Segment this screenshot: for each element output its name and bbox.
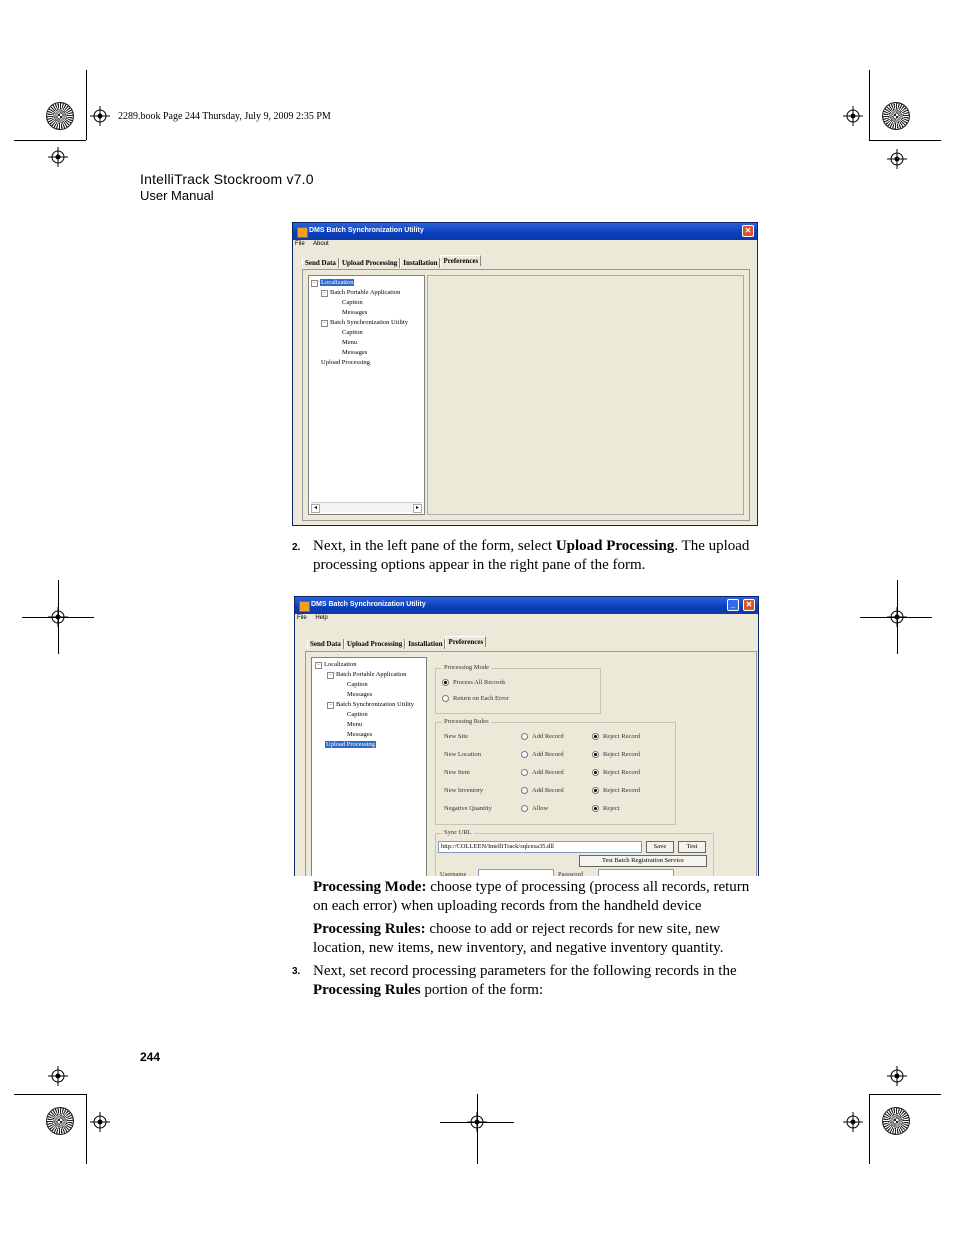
save-button[interactable]: Save xyxy=(646,841,674,853)
tab-upload-processing[interactable]: Upload Processing xyxy=(339,258,400,268)
window-title: DMS Batch Synchronization Utility xyxy=(309,227,424,234)
tree-item-messages[interactable]: Messages xyxy=(347,731,373,738)
registration-target-icon xyxy=(90,1112,110,1132)
tab-installation[interactable]: Installation xyxy=(405,639,445,649)
tree-item-caption[interactable]: Caption xyxy=(342,299,363,306)
scroll-right-icon[interactable]: ▸ xyxy=(413,504,422,513)
menu-bar xyxy=(295,241,336,247)
registration-target-icon xyxy=(843,106,863,126)
tree-item-upload-processing[interactable]: Upload Processing xyxy=(321,359,370,366)
window-titlebar xyxy=(293,223,757,240)
window-titlebar xyxy=(295,597,758,614)
tree-item-caption[interactable]: Caption xyxy=(347,711,368,718)
app-icon xyxy=(299,601,310,612)
minimize-icon[interactable]: _ xyxy=(727,599,739,611)
radio-process-all[interactable] xyxy=(442,679,449,686)
option-label: Add Record xyxy=(532,733,564,740)
tab-upload-processing[interactable]: Upload Processing xyxy=(344,639,405,649)
option-label: Reject Record xyxy=(603,751,640,758)
tree-item-messages[interactable]: Messages xyxy=(342,349,368,356)
collapse-icon[interactable]: − xyxy=(321,290,328,297)
group-legend: Processing Rules xyxy=(444,718,489,725)
option-label: Reject Record xyxy=(603,769,640,776)
tab-preferences[interactable]: Preferences xyxy=(440,255,481,266)
tab-preferences[interactable]: Preferences xyxy=(445,636,486,647)
right-pane-empty xyxy=(427,275,744,515)
running-header-title: IntelliTrack Stockroom v7.0 xyxy=(140,171,314,187)
step-number: 3. xyxy=(292,966,301,977)
horizontal-scrollbar[interactable] xyxy=(311,502,422,512)
option-label: Add Record xyxy=(532,751,564,758)
sync-url-input[interactable]: http://COLLEEN/IntelliTrack/sqlcesa35.dll xyxy=(438,841,642,853)
settings-tree xyxy=(311,657,427,876)
collapse-icon[interactable]: − xyxy=(327,672,334,679)
tree-item-batch-sync[interactable]: Batch Synchronization Utility xyxy=(336,701,414,708)
tab-installation[interactable]: Installation xyxy=(400,258,440,268)
option-label: Return on Each Error xyxy=(453,695,509,702)
screenshot-upload-processing-window xyxy=(294,596,759,876)
registration-target-icon xyxy=(887,149,907,169)
tree-item-upload-processing[interactable]: Upload Processing xyxy=(326,741,375,748)
group-legend: Processing Mode xyxy=(444,664,489,671)
registration-star-icon xyxy=(882,102,910,130)
collapse-icon[interactable]: − xyxy=(321,320,328,327)
tree-item-menu[interactable]: Menu xyxy=(347,721,363,728)
processing-rules-paragraph: Processing Rules: choose to add or reject records for new site, new location, new items, new inventory, and negative inventory quantity. xyxy=(313,921,724,956)
book-info-line: 2289.book Page 244 Thursday, July 9, 2009 2:35 PM xyxy=(118,111,331,122)
radio-return-on-error[interactable] xyxy=(442,695,449,702)
radio-reject[interactable] xyxy=(592,733,599,740)
username-input[interactable] xyxy=(478,869,554,876)
tree-item-messages[interactable]: Messages xyxy=(342,309,368,316)
running-header-subtitle: User Manual xyxy=(140,188,214,203)
registration-target-icon xyxy=(90,106,110,126)
close-icon[interactable]: ✕ xyxy=(742,225,754,237)
rule-label: New Item xyxy=(444,769,470,776)
registration-target-icon xyxy=(887,1066,907,1086)
radio-add[interactable] xyxy=(521,733,528,740)
rule-label: New Location xyxy=(444,751,482,758)
tree-item-menu[interactable]: Menu xyxy=(342,339,358,346)
menu-about[interactable]: About xyxy=(313,241,329,247)
tree-item-batch-portable[interactable]: Batch Portable Application xyxy=(336,671,407,678)
menu-bar xyxy=(297,615,335,621)
tree-item-batch-sync[interactable]: Batch Synchronization Utility xyxy=(330,319,408,326)
radio-reject[interactable] xyxy=(592,805,599,812)
registration-star-icon xyxy=(46,1107,74,1135)
radio-allow[interactable] xyxy=(521,805,528,812)
registration-star-icon xyxy=(46,102,74,130)
radio-reject[interactable] xyxy=(592,751,599,758)
step-3-text: Next, set record processing parameters for the following records in the Processing Rules portion of the form: xyxy=(313,963,737,998)
registration-target-icon xyxy=(48,1066,68,1086)
rule-label: New Inventory xyxy=(444,787,484,794)
registration-target-icon xyxy=(843,1112,863,1132)
tree-item-caption[interactable]: Caption xyxy=(347,681,368,688)
collapse-icon[interactable]: − xyxy=(311,280,318,287)
radio-reject[interactable] xyxy=(592,787,599,794)
processing-rules-group xyxy=(435,718,676,825)
tab-strip xyxy=(307,638,486,649)
step-2-text: Next, in the left pane of the form, select Upload Processing. The upload processing options appear in the right pane of the form. xyxy=(313,538,750,573)
sync-url-group xyxy=(435,829,714,876)
password-input[interactable] xyxy=(598,869,674,876)
option-label: Process All Records xyxy=(453,679,506,686)
password-label: Password xyxy=(558,871,583,876)
tree-item-localization[interactable]: Localization xyxy=(321,279,354,286)
registration-target-icon xyxy=(48,147,68,167)
collapse-icon[interactable]: − xyxy=(327,702,334,709)
group-legend: Sync URL xyxy=(444,829,472,836)
option-label: Reject xyxy=(603,805,620,812)
option-label: Add Record xyxy=(532,769,564,776)
processing-mode-group xyxy=(435,664,601,714)
option-label: Reject Record xyxy=(603,733,640,740)
close-icon[interactable]: ✕ xyxy=(743,599,755,611)
rule-label: New Site xyxy=(444,733,469,740)
tree-item-messages[interactable]: Messages xyxy=(347,691,373,698)
scroll-left-icon[interactable]: ◂ xyxy=(311,504,320,513)
radio-add[interactable] xyxy=(521,769,528,776)
menu-help[interactable]: Help xyxy=(315,615,328,621)
menu-file[interactable]: File xyxy=(297,615,307,621)
tree-item-batch-portable[interactable]: Batch Portable Application xyxy=(330,289,401,296)
menu-file[interactable]: File xyxy=(295,241,305,247)
screenshot-preferences-window xyxy=(292,222,758,526)
settings-tree xyxy=(308,275,425,515)
window-title: DMS Batch Synchronization Utility xyxy=(311,601,426,608)
processing-mode-paragraph: Processing Mode: choose type of processing (process all records, return on each error) when uploading records from the handheld device xyxy=(313,879,750,914)
test-button[interactable]: Test xyxy=(678,841,706,853)
tab-strip xyxy=(302,257,481,268)
tree-item-localization[interactable]: Localization xyxy=(324,661,357,668)
collapse-icon[interactable]: − xyxy=(315,662,322,669)
step-number: 2. xyxy=(292,542,301,553)
option-label: Reject Record xyxy=(603,787,640,794)
page-number: 244 xyxy=(140,1050,161,1064)
tab-send-data[interactable]: Send Data xyxy=(307,639,344,649)
test-batch-registration-button[interactable]: Test Batch Registration Service xyxy=(579,855,707,867)
app-icon xyxy=(297,227,308,238)
option-label: Allow xyxy=(532,805,549,812)
radio-add[interactable] xyxy=(521,787,528,794)
option-label: Add Record xyxy=(532,787,564,794)
username-label: Username xyxy=(440,871,467,876)
radio-add[interactable] xyxy=(521,751,528,758)
radio-reject[interactable] xyxy=(592,769,599,776)
tab-send-data[interactable]: Send Data xyxy=(302,258,339,268)
registration-star-icon xyxy=(882,1107,910,1135)
tree-item-caption[interactable]: Caption xyxy=(342,329,363,336)
rule-label: Negative Quantity xyxy=(444,805,492,812)
